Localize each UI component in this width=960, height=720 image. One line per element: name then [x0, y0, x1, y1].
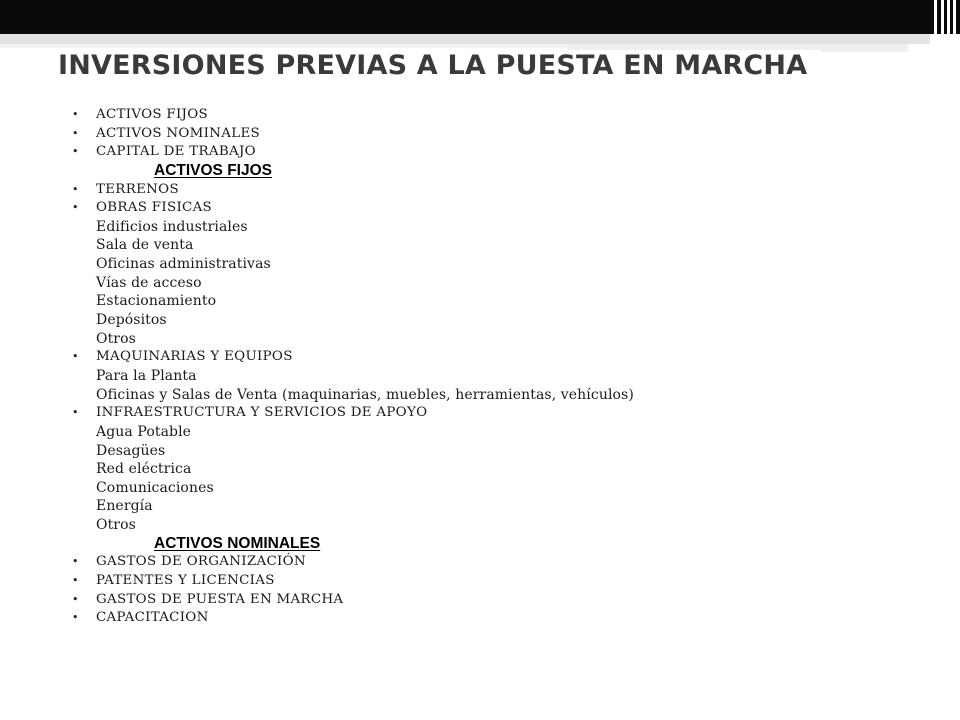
sub-item — [72, 255, 932, 274]
sub-item — [72, 330, 932, 349]
top-decoration-light-band — [0, 44, 568, 48]
item-text: Energía — [96, 498, 153, 515]
sub-item — [72, 423, 932, 442]
bullet-item — [72, 404, 932, 423]
item-text: Vías de acceso — [96, 274, 202, 291]
item-text: Oficinas administrativas — [96, 256, 271, 273]
item-text: Para la Planta — [96, 367, 197, 384]
bullet-item — [72, 553, 932, 572]
item-text: GASTOS DE PUESTA EN MARCHA — [96, 591, 344, 607]
bullet-dot-icon: • — [72, 406, 79, 420]
section-heading-text: ACTIVOS FIJOS — [154, 161, 272, 179]
sub-item — [72, 292, 932, 311]
section-heading-text: ACTIVOS NOMINALES — [154, 534, 321, 552]
sub-item — [72, 236, 932, 255]
item-text: Comunicaciones — [96, 479, 214, 496]
item-text: PATENTES Y LICENCIAS — [96, 573, 275, 589]
item-text: OBRAS FISICAS — [96, 200, 213, 216]
sub-item — [72, 311, 932, 330]
bullet-item — [72, 348, 932, 367]
item-text: Sala de venta — [96, 237, 194, 254]
bullet-dot-icon: • — [72, 182, 79, 196]
bullet-item — [72, 106, 932, 125]
section-heading — [72, 162, 932, 181]
sub-item — [72, 479, 932, 498]
item-text: Desagües — [96, 442, 166, 459]
item-text: INFRAESTRUCTURA Y SERVICIOS DE APOYO — [96, 405, 428, 421]
bullet-dot-icon: • — [72, 611, 79, 625]
slide-content-list — [72, 106, 932, 628]
sub-item — [72, 367, 932, 386]
bullet-dot-icon: • — [72, 574, 79, 588]
sub-item — [72, 442, 932, 461]
sub-item — [72, 218, 932, 237]
section-heading — [72, 535, 932, 554]
bullet-item — [72, 125, 932, 144]
bullet-dot-icon: • — [72, 592, 79, 606]
item-text: ACTIVOS FIJOS — [96, 107, 208, 122]
top-decoration-grey-band — [0, 34, 930, 44]
item-text: CAPITAL DE TRABAJO — [96, 144, 256, 160]
item-text: Depósitos — [96, 312, 167, 329]
bullet-dot-icon: • — [72, 555, 79, 569]
item-text: Red eléctrica — [96, 461, 192, 478]
slide-title: INVERSIONES PREVIAS A LA PUESTA EN MARCHA — [58, 50, 821, 81]
bullet-dot-icon: • — [72, 350, 79, 364]
item-text: CAPACITACION — [96, 610, 209, 626]
bullet-item — [72, 199, 932, 218]
bullet-item — [72, 609, 932, 628]
sub-item — [72, 460, 932, 479]
corner-stripes-decoration — [930, 0, 960, 64]
item-text: GASTOS DE ORGANIZACIÓN — [96, 554, 306, 570]
sub-item — [72, 386, 932, 405]
bullet-item — [72, 591, 932, 610]
item-text: MAQUINARIAS Y EQUIPOS — [96, 349, 293, 365]
bullet-item — [72, 572, 932, 591]
bullet-dot-icon: • — [72, 145, 79, 159]
item-text: Edificios industriales — [96, 218, 248, 235]
item-text: Otros — [96, 517, 136, 534]
bullet-dot-icon: • — [72, 201, 79, 215]
bullet-item — [72, 143, 932, 162]
item-text: Oficinas y Salas de Venta (maquinarias, muebles, herramientas, vehículos) — [96, 386, 634, 403]
item-text: Estacionamiento — [96, 293, 217, 310]
sub-item — [72, 274, 932, 293]
item-text: Agua Potable — [96, 423, 192, 440]
item-text: Otros — [96, 330, 136, 347]
item-text: TERRENOS — [96, 181, 179, 197]
bullet-item — [72, 181, 932, 200]
sub-item — [72, 497, 932, 516]
sub-item — [72, 516, 932, 535]
item-text: ACTIVOS NOMINALES — [96, 125, 261, 141]
bullet-dot-icon: • — [72, 126, 79, 140]
top-decoration-bar — [0, 0, 960, 34]
bullet-dot-icon: • — [72, 108, 79, 121]
